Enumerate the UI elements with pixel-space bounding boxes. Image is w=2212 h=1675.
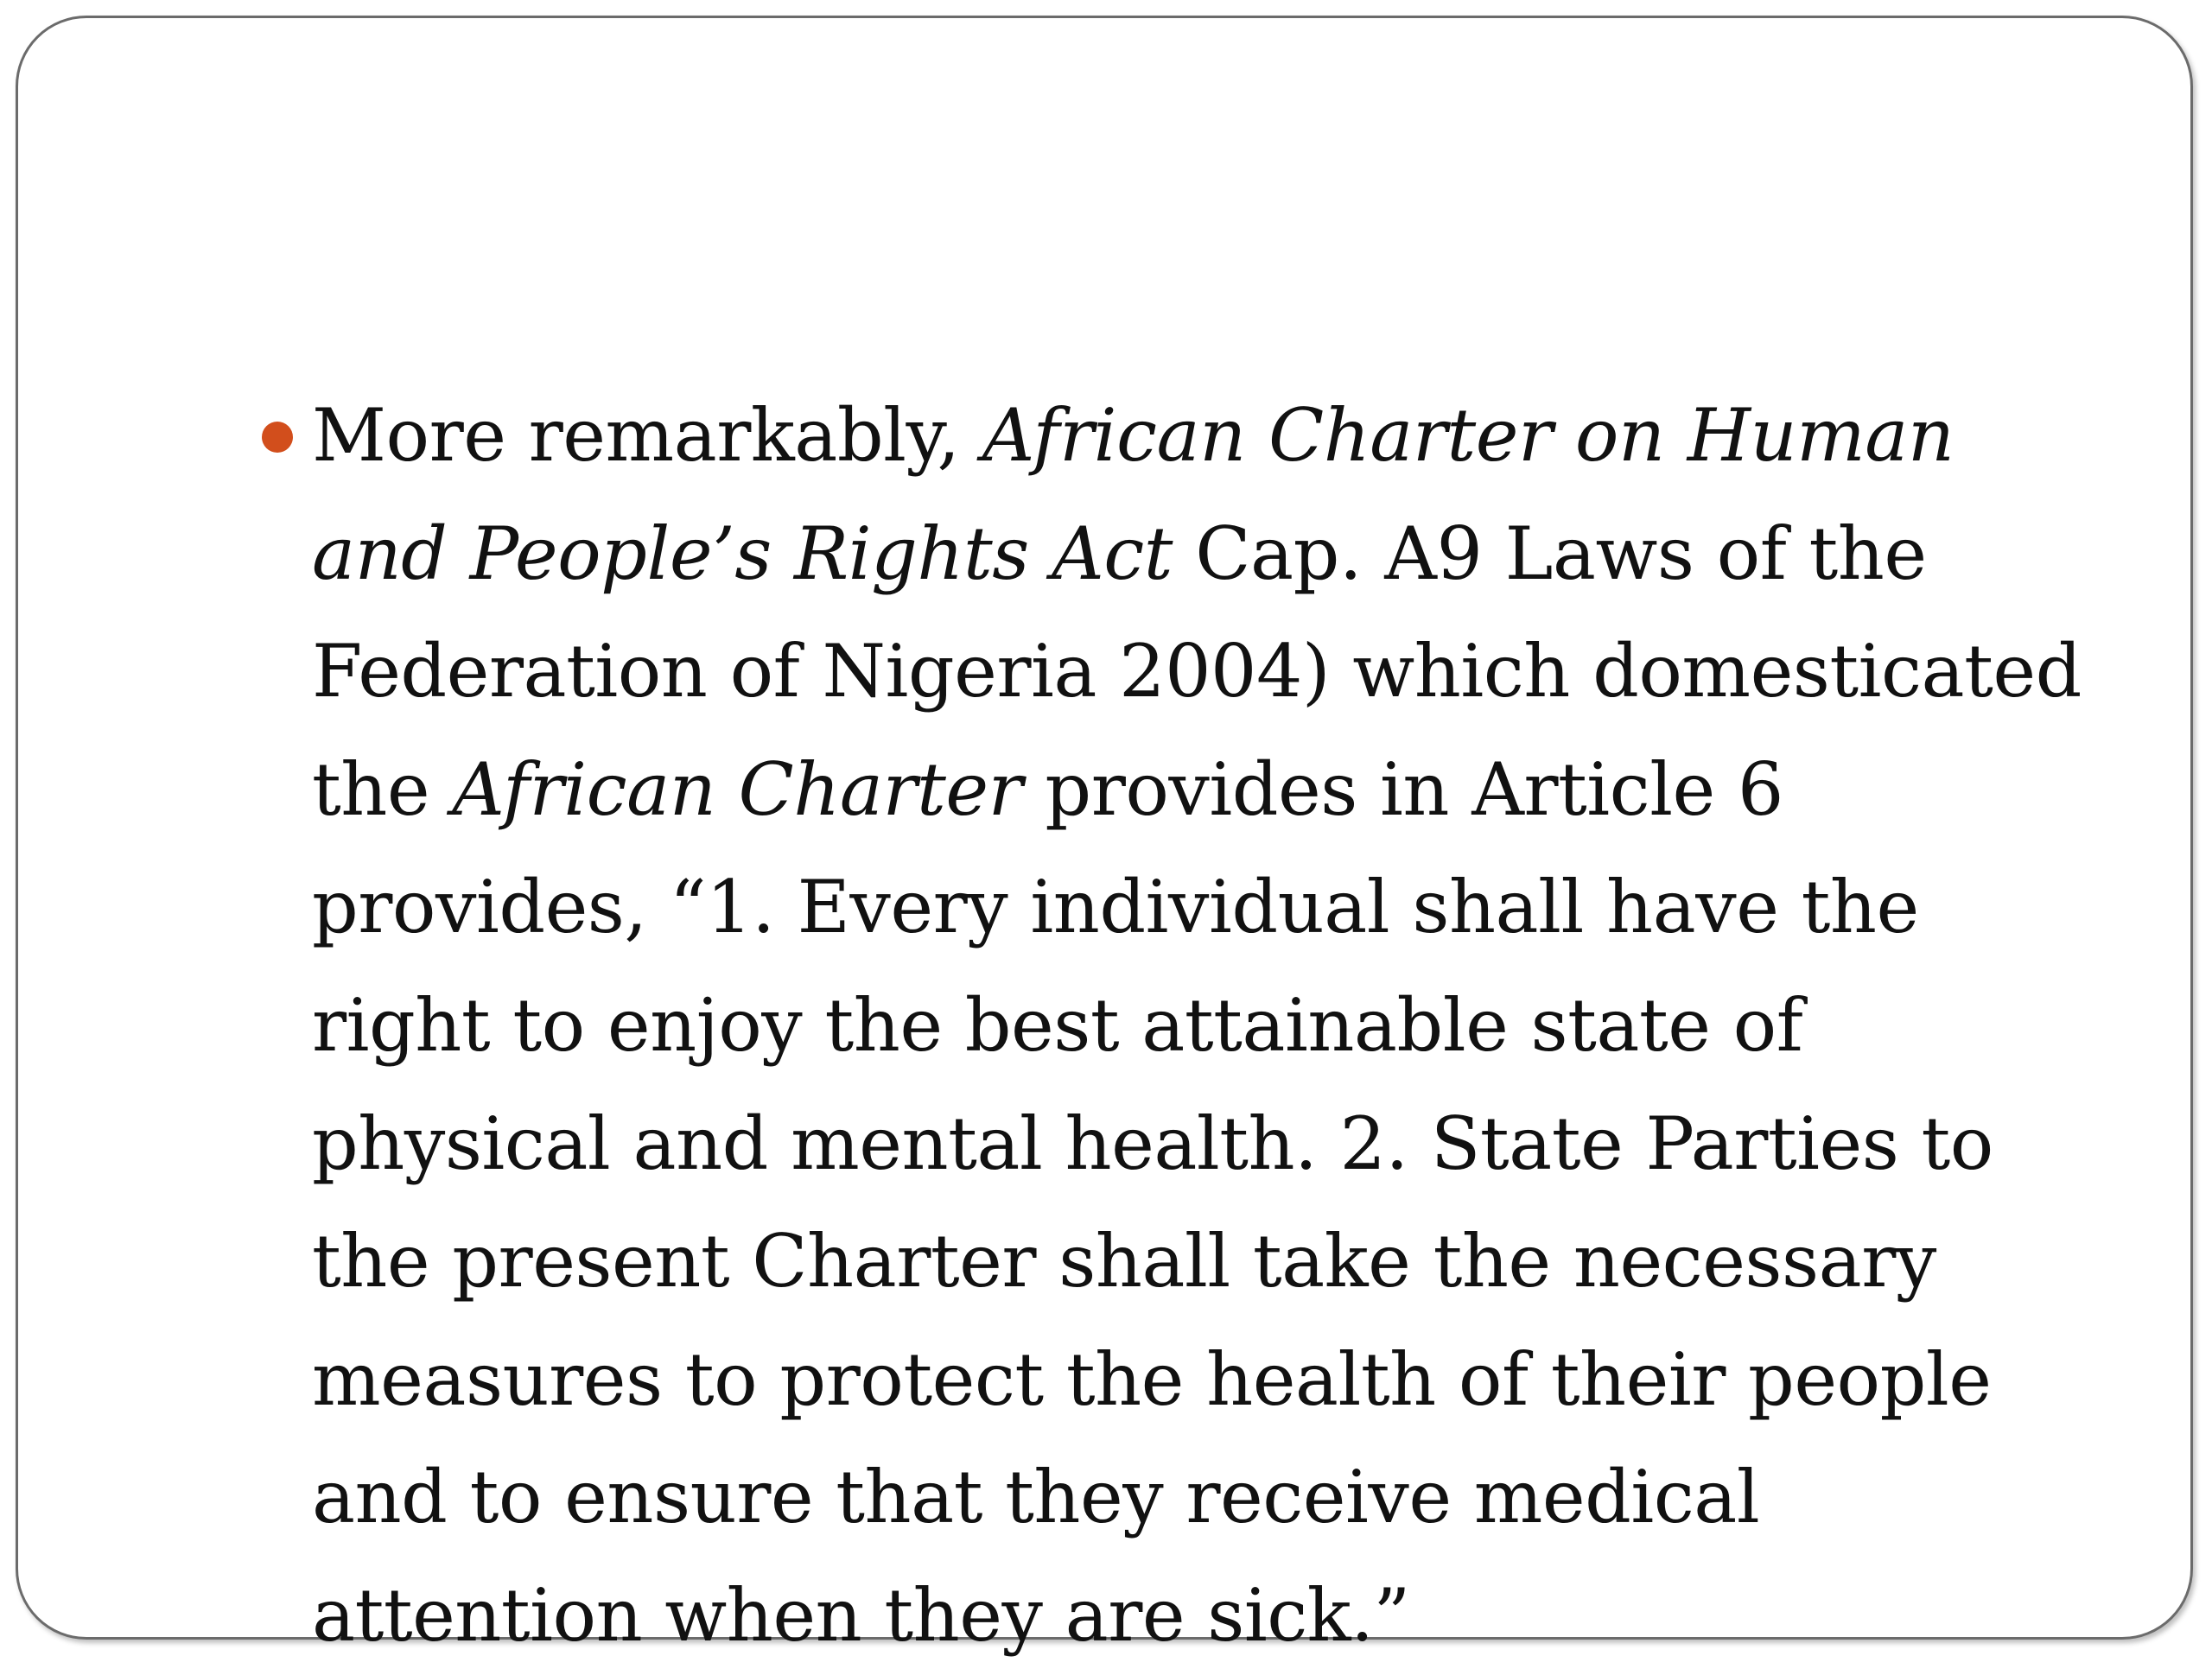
text-run-1: More remarkably,: [312, 393, 982, 478]
slide-frame: [16, 16, 2193, 1658]
slide-content: [312, 377, 2092, 1675]
italic-charter-title: African Charter: [452, 746, 1023, 832]
bullet-item: [312, 377, 2092, 1675]
text-run-3: provides in Article 6 provides, “1. Every individual shall have the right to enjoy the best attainable state of physical and mental health. 2. State Parties to the present Charter shall take the necessary measures to protect the health of their people and to ensure that they receive medical attention when they are sick.”: [312, 746, 1993, 1658]
bullet-dot-icon: [262, 422, 293, 453]
bullet-text: [312, 377, 2092, 1675]
text-run-2: Cap. A9 Laws of the Federation of Nigeria 2004) which domesticated the: [312, 511, 2082, 832]
italic-act-title: African Charter on Human and People’s Rights Act: [312, 393, 1955, 596]
